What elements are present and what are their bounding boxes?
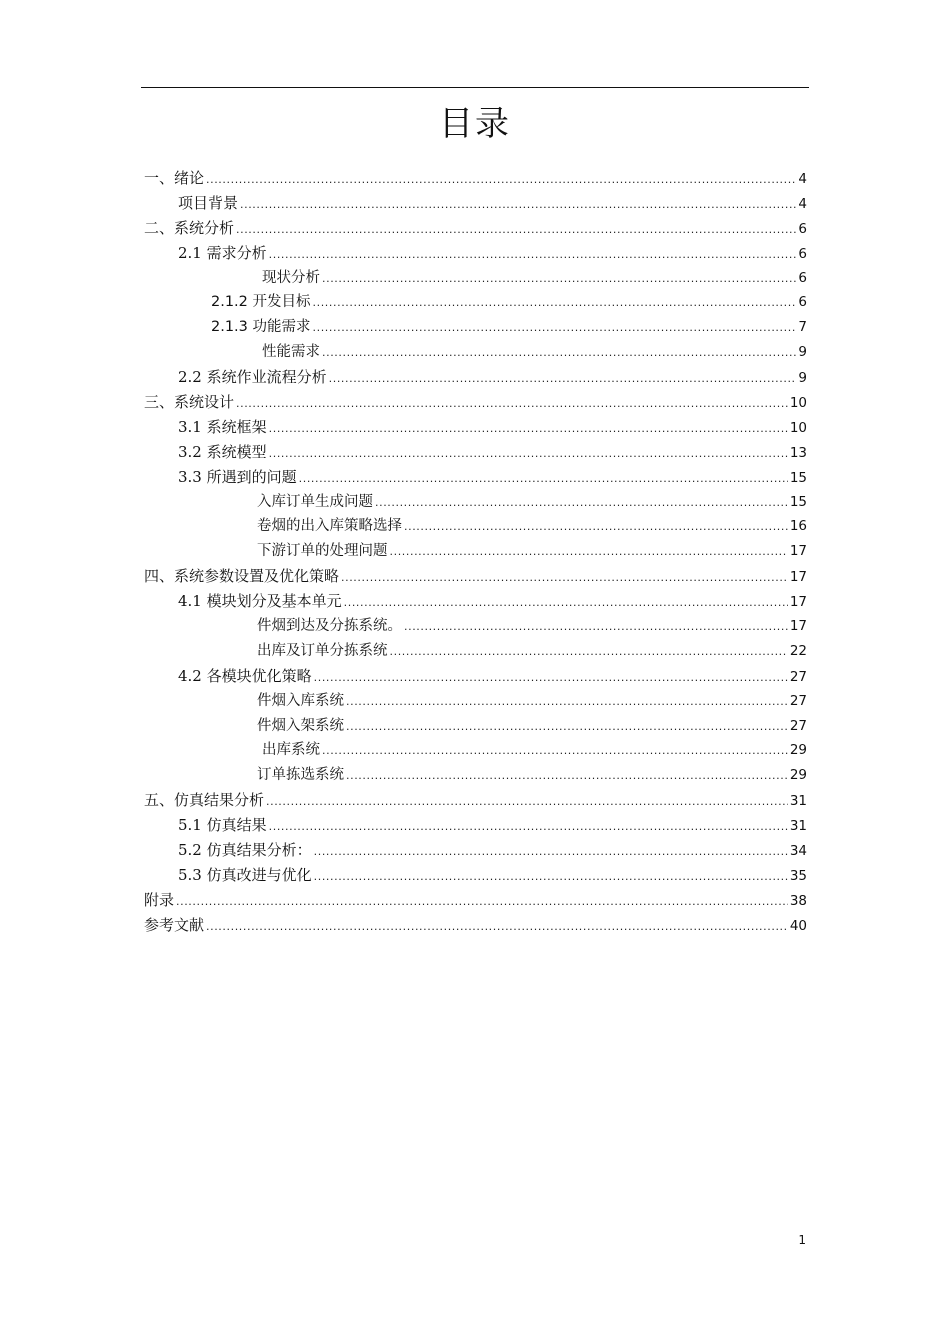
toc-leader-dots — [269, 442, 788, 467]
toc-page-number: 17 — [789, 594, 807, 611]
toc-entry-label: 性能需求 — [262, 344, 320, 361]
toc-entry[interactable] — [144, 813, 807, 838]
toc-page-number: 6 — [798, 220, 807, 237]
toc-entry-label: 5.3 仿真改进与优化 — [178, 865, 312, 884]
toc-entry-label: 订单拣选系统 — [257, 767, 344, 784]
toc-page-number: 6 — [798, 269, 807, 286]
toc-entry[interactable] — [144, 241, 807, 266]
toc-entry-label: 入库订单生成问题 — [257, 493, 373, 510]
toc-entry[interactable] — [144, 216, 807, 241]
toc-entry[interactable] — [144, 863, 807, 888]
toc-entry[interactable] — [144, 266, 807, 291]
toc-entry-label: 2.1 需求分析 — [178, 243, 267, 262]
toc-leader-dots — [322, 341, 796, 366]
toc-entry-label: 2.1.3 功能需求 — [211, 319, 311, 336]
toc-entry[interactable] — [144, 490, 807, 515]
toc-leader-dots — [314, 666, 788, 691]
toc-page-number: 27 — [789, 692, 807, 709]
toc-entry[interactable] — [144, 290, 807, 315]
toc-page-number: 31 — [789, 818, 807, 835]
toc-page-number: 6 — [798, 245, 807, 262]
toc-page-number: 29 — [789, 742, 807, 759]
toc-entry-label: 五、仿真结果分析 — [144, 791, 265, 810]
toc-page-number: 9 — [798, 370, 807, 387]
toc-page-number: 4 — [798, 195, 807, 212]
toc-page-number: 10 — [789, 395, 807, 412]
page-number-footer: 1 — [798, 1233, 806, 1247]
toc-entry[interactable] — [144, 763, 807, 788]
toc-entry-label: 件烟到达及分拣系统。 — [257, 618, 402, 635]
toc-page-number: 38 — [789, 892, 807, 909]
toc-entry[interactable] — [144, 539, 807, 564]
toc-entry-label: 4.2 各模块优化策略 — [178, 666, 312, 685]
toc-leader-dots — [341, 566, 788, 591]
toc-entry[interactable] — [144, 191, 807, 216]
toc-page-number: 7 — [798, 319, 807, 336]
toc-entry[interactable] — [144, 664, 807, 689]
toc-entry-label: 参考文献 — [144, 915, 205, 934]
toc-entry-label: 3.1 系统框架 — [178, 417, 267, 436]
toc-page-number: 16 — [789, 518, 807, 535]
toc-leader-dots — [344, 591, 788, 616]
toc-leader-dots — [322, 267, 796, 292]
toc-leader-dots — [299, 467, 788, 492]
toc-entry-label: 三、系统设计 — [144, 393, 235, 412]
toc-page-number: 35 — [789, 867, 807, 884]
toc-entry[interactable] — [144, 166, 807, 191]
toc-entry-label: 二、系统分析 — [144, 218, 235, 237]
toc-entry[interactable] — [144, 415, 807, 440]
toc-leader-dots — [236, 392, 788, 417]
toc-entry[interactable] — [144, 564, 807, 589]
toc-page-number: 10 — [789, 419, 807, 436]
toc-leader-dots — [269, 243, 797, 268]
toc-entry-label: 5.1 仿真结果 — [178, 816, 267, 835]
toc-entry-label: 2.2 系统作业流程分析 — [178, 368, 327, 387]
toc-entry-label: 3.2 系统模型 — [178, 442, 267, 461]
toc-leader-dots — [390, 540, 788, 565]
toc-entry[interactable] — [144, 589, 807, 614]
toc-leader-dots — [322, 739, 788, 764]
toc-entry[interactable] — [144, 315, 807, 340]
toc-leader-dots — [176, 890, 788, 915]
toc-entry[interactable] — [144, 888, 807, 913]
toc-entry-label: 四、系统参数设置及优化策略 — [144, 567, 340, 586]
toc-entry-label: 件烟入库系统 — [257, 692, 344, 709]
toc-entry-label: 5.2 仿真结果分析： — [178, 841, 312, 860]
toc-page-number: 6 — [798, 294, 807, 311]
toc-page-number: 17 — [789, 569, 807, 586]
toc-entry[interactable] — [144, 514, 807, 539]
toc-entry-label: 现状分析 — [262, 269, 320, 286]
toc-leader-dots — [404, 515, 788, 540]
toc-page-number: 27 — [789, 668, 807, 685]
toc-page-number: 31 — [789, 793, 807, 810]
toc-page-number: 22 — [789, 642, 807, 659]
toc-leader-dots — [346, 715, 788, 740]
toc-page-number: 4 — [798, 171, 807, 187]
toc-leader-dots — [266, 790, 788, 815]
toc-page-number: 13 — [789, 444, 807, 461]
toc-leader-dots — [206, 915, 788, 940]
table-of-contents — [144, 166, 807, 938]
toc-page-number: 17 — [789, 618, 807, 635]
toc-leader-dots — [240, 193, 796, 218]
toc-entry[interactable] — [144, 390, 807, 415]
toc-entry-label: 一、绪论 — [144, 169, 205, 187]
toc-entry[interactable] — [144, 788, 807, 813]
toc-leader-dots — [346, 690, 788, 715]
toc-entry[interactable] — [144, 738, 807, 763]
toc-entry[interactable] — [144, 614, 807, 639]
toc-entry-label: 件烟入架系统 — [257, 717, 344, 734]
toc-leader-dots — [313, 316, 797, 341]
toc-leader-dots — [269, 815, 788, 840]
toc-page-number: 15 — [789, 469, 807, 486]
toc-page-number: 9 — [798, 344, 807, 361]
toc-entry[interactable] — [144, 465, 807, 490]
toc-entry[interactable] — [144, 639, 807, 664]
toc-page-number: 40 — [789, 917, 807, 934]
toc-entry[interactable] — [144, 365, 807, 390]
toc-entry-label: 下游订单的处理问题 — [257, 543, 388, 560]
toc-entry-label: 出库系统 — [262, 742, 320, 759]
toc-entry-label: 出库及订单分拣系统 — [257, 642, 388, 659]
toc-entry-label: 2.1.2 开发目标 — [211, 294, 311, 311]
toc-title: 目录 — [439, 104, 511, 144]
toc-page-number: 15 — [789, 493, 807, 510]
toc-page-number: 29 — [789, 767, 807, 784]
toc-page-number: 34 — [789, 843, 807, 860]
toc-entry-label: 项目背景 — [178, 193, 239, 212]
toc-leader-dots — [313, 291, 797, 316]
toc-leader-dots — [314, 865, 788, 890]
toc-leader-dots — [314, 840, 788, 865]
toc-entry[interactable] — [144, 838, 807, 863]
toc-leader-dots — [206, 168, 796, 193]
toc-entry-label: 3.3 所遇到的问题 — [178, 467, 297, 486]
toc-entry[interactable] — [144, 714, 807, 739]
toc-entry[interactable] — [144, 440, 807, 465]
toc-leader-dots — [269, 417, 788, 442]
toc-entry[interactable] — [144, 913, 807, 938]
toc-entry-label: 4.1 模块划分及基本单元 — [178, 592, 342, 611]
toc-page-number: 17 — [789, 543, 807, 560]
toc-page-number: 27 — [789, 717, 807, 734]
toc-leader-dots — [329, 367, 797, 392]
toc-leader-dots — [375, 491, 788, 516]
toc-leader-dots — [390, 640, 788, 665]
toc-entry-label: 附录 — [144, 890, 175, 909]
toc-leader-dots — [346, 764, 788, 789]
toc-entry[interactable] — [144, 340, 807, 365]
header-rule — [141, 87, 809, 88]
toc-entry-label: 卷烟的出入库策略选择 — [257, 518, 402, 535]
toc-entry[interactable] — [144, 689, 807, 714]
toc-leader-dots — [404, 615, 788, 640]
toc-leader-dots — [236, 218, 796, 243]
